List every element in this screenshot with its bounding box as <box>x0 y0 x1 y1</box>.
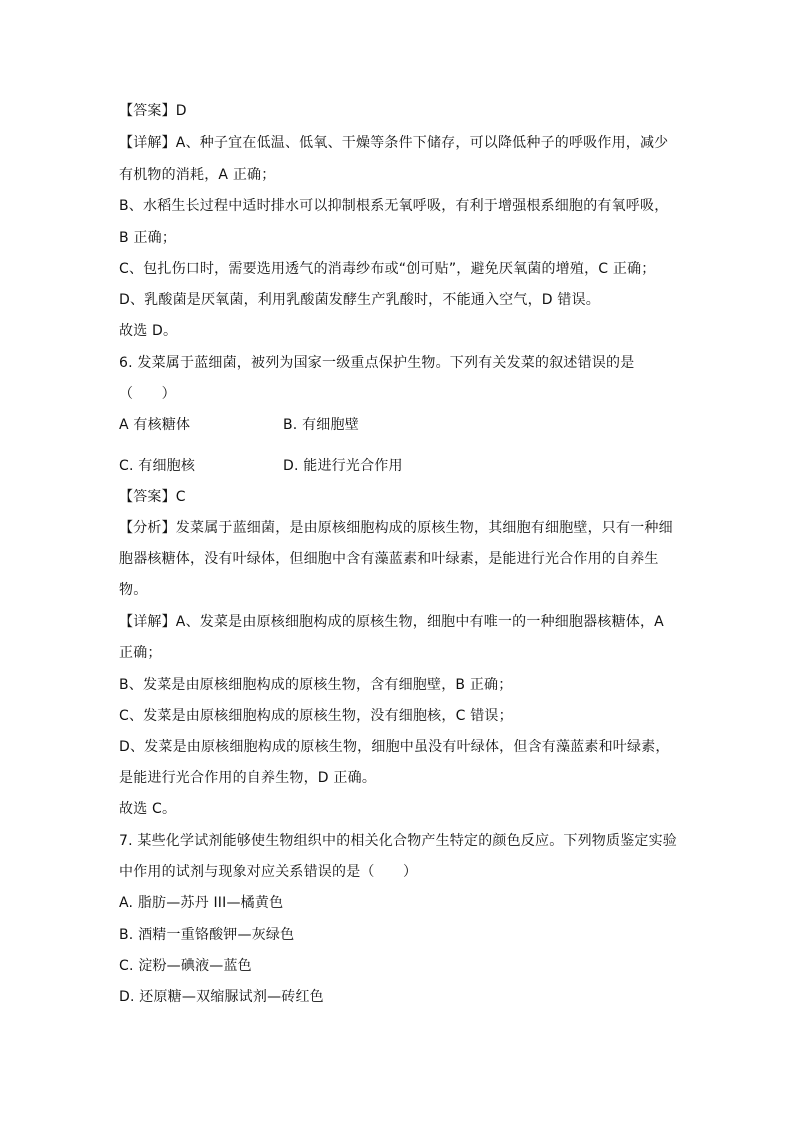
q5-detail-line: C、包扎伤口时，需要选用透气的消毒纱布或“创可贴”，避免厌氧菌的增殖，C 正确； <box>119 261 656 277</box>
q6-analysis-line: 【分析】发菜属于蓝细菌，是由原核细胞构成的原核生物，其细胞有细胞壁，只有一种细 <box>119 520 673 536</box>
q6-conclusion: 故选 C。 <box>119 801 177 817</box>
q6-detail-line: B、发菜是由原核细胞构成的原核生物，含有细胞壁，B 正确； <box>119 677 513 693</box>
q5-detail-line: 有机物的消耗，A 正确； <box>119 167 276 183</box>
q6-option-b: B. 有细胞壁 <box>283 417 359 433</box>
q7-option-c: C. 淀粉—碘液—蓝色 <box>119 958 252 974</box>
q6-detail-line: D、发菜是由原核细胞构成的原核生物，细胞中虽没有叶绿体，但含有藻蓝素和叶绿素， <box>119 739 670 755</box>
q7-stem: 中作用的试剂与现象对应关系错误的是（ ） <box>119 864 418 880</box>
q6-detail-line: 是能进行光合作用的自养生物，D 正确。 <box>119 770 377 786</box>
q6-option-d: D. 能进行光合作用 <box>283 458 403 474</box>
q5-detail-line: 【详解】A、种子宜在低温、低氧、干燥等条件下储存，可以降低种子的呼吸作用，减少 <box>119 135 669 151</box>
q5-detail-line: D、乳酸菌是厌氧菌，利用乳酸菌发酵生产乳酸时，不能通入空气，D 错误。 <box>119 292 601 308</box>
q5-conclusion: 故选 D。 <box>119 323 178 339</box>
q6-stem: 6. 发菜属于蓝细菌，被列为国家一级重点保护生物。下列有关发菜的叙述错误的是 <box>119 355 635 371</box>
q7-option-b: B. 酒精一重铬酸钾—灰绿色 <box>119 927 295 943</box>
q5-answer: 【答案】D <box>119 103 187 119</box>
q6-detail-line: C、发菜是由原核细胞构成的原核生物，没有细胞核，C 错误； <box>119 708 513 724</box>
q7-stem: 7. 某些化学试剂能够使生物组织中的相关化合物产生特定的颜色反应。下列物质鉴定实验 <box>119 833 678 849</box>
q7-option-a: A. 脂肪—苏丹 III—橘黄色 <box>119 895 284 911</box>
q6-stem-blank: （ ） <box>119 386 176 402</box>
q6-answer: 【答案】C <box>119 489 186 505</box>
q6-detail-line: 【详解】A、发菜是由原核细胞构成的原核生物，细胞中有唯一的一种细胞器核糖体，A <box>119 614 664 630</box>
q6-option-a: A 有核糖体 <box>119 417 191 433</box>
q5-detail-line: B、水稻生长过程中适时排水可以抑制根系无氧呼吸，有利于增强根系细胞的有氧呼吸， <box>119 198 669 214</box>
q6-analysis-line: 胞器核糖体，没有叶绿体，但细胞中含有藻蓝素和叶绿素，是能进行光合作用的自养生 <box>119 551 659 567</box>
q6-detail-line: 正确； <box>119 645 162 661</box>
q6-analysis-line: 物。 <box>119 582 148 598</box>
q6-option-c: C. 有细胞核 <box>119 458 196 474</box>
q5-detail-line: B 正确； <box>119 230 177 246</box>
q7-option-d: D. 还原糖—双缩脲试剂—砖红色 <box>119 989 324 1005</box>
